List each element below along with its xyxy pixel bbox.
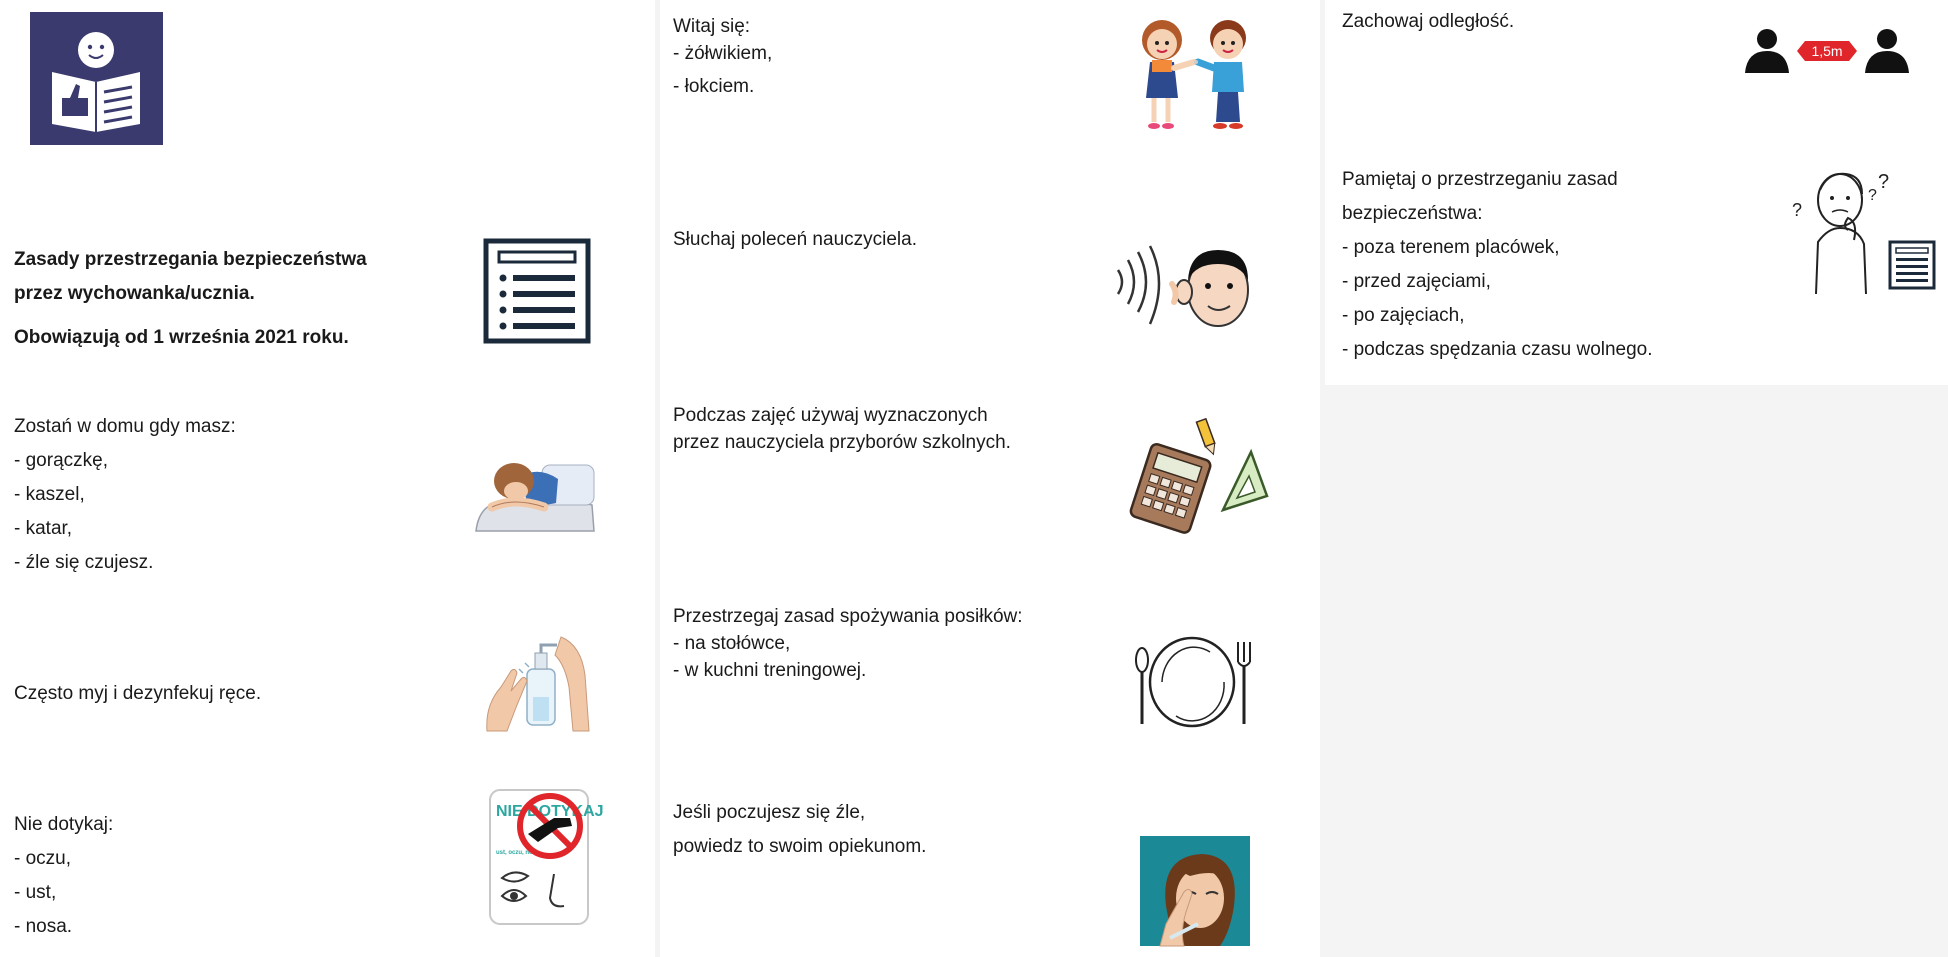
easy-read-logo-icon [30,12,163,145]
list-item: - gorączkę, [14,450,108,471]
no-touch-text [14,808,113,944]
list-item: - podczas spędzania czasu wolnego. [1342,339,1653,360]
list-item: - źle się czujesz. [14,552,154,573]
plate-and-cutlery-icon [1132,636,1254,728]
document-list-icon [483,238,591,344]
list-item: - nosa. [14,916,73,937]
supplies-text [673,402,1011,456]
remember-line1: Pamiętaj o przestrzeganiu zasad [1342,169,1618,190]
greeting-text [673,13,772,100]
supplies-line1: Podczas zajęć używaj wyznaczonych [673,405,988,426]
intro-effective-date: Obowiązują od 1 września 2021 roku. [14,327,349,348]
listen-label: Słuchaj poleceń nauczyciela. [673,229,917,250]
feeling-sick-text [673,796,926,864]
list-item: - w kuchni treningowej. [673,660,867,681]
remember-rules-text [1342,163,1653,367]
stay-home-heading: Zostań w domu gdy masz: [14,416,236,437]
list-item: - poza terenem placówek, [1342,237,1560,258]
list-item: - katar, [14,518,73,539]
list-item: - oczu, [14,848,72,869]
list-item: - ust, [14,882,57,903]
list-item: - na stołówce, [673,633,791,654]
list-item: - żółwikiem, [673,43,773,64]
intro-text [14,243,367,355]
distance-label: Zachowaj odległość. [1342,11,1515,32]
feeling-sick-line2: powiedz to swoim opiekunom. [673,836,927,857]
hand-sanitizer-icon [481,635,593,731]
intro-title-line1: Zasady przestrzegania bezpieczeństwa [14,249,367,270]
list-item: - łokciem. [673,76,755,97]
calculator-ruler-pencil-icon [1125,420,1271,532]
no-touch-heading: Nie dotykaj: [14,814,114,835]
wash-hands-text [14,677,261,711]
stay-home-text [14,410,236,580]
kids-elbow-greeting-icon [1128,12,1266,134]
do-not-touch-face-sign-icon [488,788,604,926]
listening-person-icon [1114,240,1274,336]
greeting-heading: Witaj się: [673,16,751,37]
wash-hands-label: Często myj i dezynfekuj ręce. [14,683,262,704]
sick-woman-headache-icon [1140,836,1250,946]
feeling-sick-line1: Jeśli poczujesz się źle, [673,802,866,823]
list-item: - kaszel, [14,484,85,505]
svg-text:?: ? [1868,187,1877,204]
intro-title-line2: przez wychowanka/ucznia. [14,283,255,304]
list-item: - po zajęciach, [1342,305,1465,326]
distance-badge: 1,5m [1811,43,1843,59]
sick-child-in-bed-icon [474,445,596,533]
remember-line2: bezpieczeństwa: [1342,203,1483,224]
meals-text [673,603,1023,684]
svg-text:?: ? [1878,171,1890,193]
distance-text [1342,5,1514,39]
social-distance-icon [1743,27,1911,75]
list-item: - przed zajęciami, [1342,271,1491,292]
listen-text [673,223,917,257]
sign-text: NIE DOTYKAJ [496,803,604,820]
svg-text:?: ? [1792,200,1803,220]
sign-subtext: ust, oczu, nosa [496,850,540,856]
meals-heading: Przestrzegaj zasad spożywania posiłków: [673,606,1023,627]
thinking-person-with-rules-icon [1788,166,1938,296]
supplies-line2: przez nauczyciela przyborów szkolnych. [673,432,1011,453]
